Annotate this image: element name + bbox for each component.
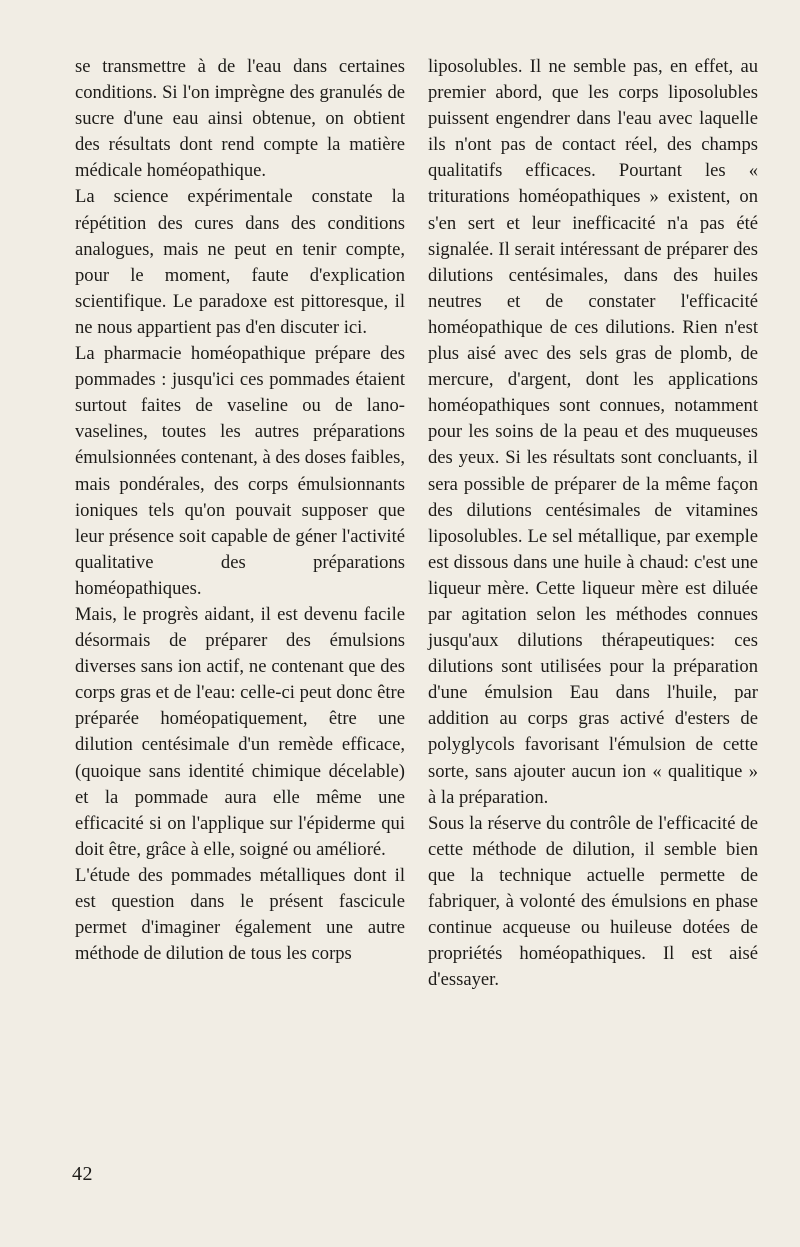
paragraph: Sous la réserve du contrôle de l'efficacité de cette méthode de dilution, il semble bien que la technique actuelle permette de fabriquer, à volonté des émulsions en phase continue acqueuse ou huileuse dotées de propriétés homéopathiques. Il est aisé d'essayer. [428, 812, 758, 991]
paragraph: La pharmacie homéopathique prépare des pommades : jusqu'ici ces pommades étaient surtout faites de vaseline ou de lano-vaselines, toutes les autres préparations émulsionnées contenant, à des doses faibles, mais pondérales, des corps émulsionnants ioniques tels qu'on pouvait supposer que leur présence soit capable de géner l'activité qualitative des préparations homéopathiques. [75, 343, 405, 599]
page-number: 42 [72, 1163, 93, 1185]
paragraph: liposolubles. Il ne semble pas, en effet, au premier abord, que les corps liposolubles puissent engendrer dans l'eau avec laquelle ils n'ont pas de contact réel, des champs qualitatifs efficaces. Pourtant les « triturations homéopathiques » existent, on s'en sert et leur inefficacité n'a pas été signalée. Il serait intéressant de préparer des dilutions centésimales, dans des huiles neutres et de constater l'efficacité homéopathique de ces dilutions. Rien n'est plus aisé avec des sels gras de plomb, de mercure, d'argent, dont les applications homéopathiques sont connues, notamment pour les soins de la peau et des muqueuses des yeux. Si les résultats sont concluants, il sera possible de préparer de la même façon des dilutions centésimales de vitamines liposolubles. Le sel métallique, par exemple est dissous dans une huile à chaud: c'est une liqueur mère. Cette liqueur mère est diluée par agitation selon les méthodes connues jusqu'aux dilutions thérapeutiques: ces dilutions sont utilisées pour la préparation d'une émulsion Eau dans l'huile, par addition au corps gras activé d'esters de polyglycols favorisant l'émulsion de cette sorte, sans ajouter aucun ion « qualitique » à la préparation. [428, 56, 758, 808]
paragraph: Mais, le progrès aidant, il est devenu facile désormais de préparer des émulsions diverses sans ion actif, ne contenant que des corps gras et de l'eau: celle-ci peut donc être préparée homéopatiquement, être une dilution centésimale d'un remède efficace, (quoique sans identité chimique décelable) et la pommade aura elle même une efficacité si on l'applique sur l'épiderme qui doit être, grâce à elle, soigné ou amélioré. [75, 603, 405, 860]
paragraph: L'étude des pommades métalliques dont il est question dans le présent fascicule permet d'imaginer également une autre méthode de dilution de tous les corps [75, 864, 405, 965]
paragraph: se transmettre à de l'eau dans certaines conditions. Si l'on imprègne des granulés de sucre d'une eau ainsi obtenue, on obtient des résultats dont rend compte la matière médicale homéopathique. [75, 56, 405, 182]
paragraph: La science expérimentale constate la répétition des cures dans des conditions analogues, mais ne peut en tenir compte, pour le moment, faute d'explication scientifique. Le paradoxe est pittoresque, il ne nous appartient pas d'en discuter ici. [75, 186, 405, 338]
left-text-column [75, 54, 405, 967]
right-text-column [428, 54, 758, 993]
